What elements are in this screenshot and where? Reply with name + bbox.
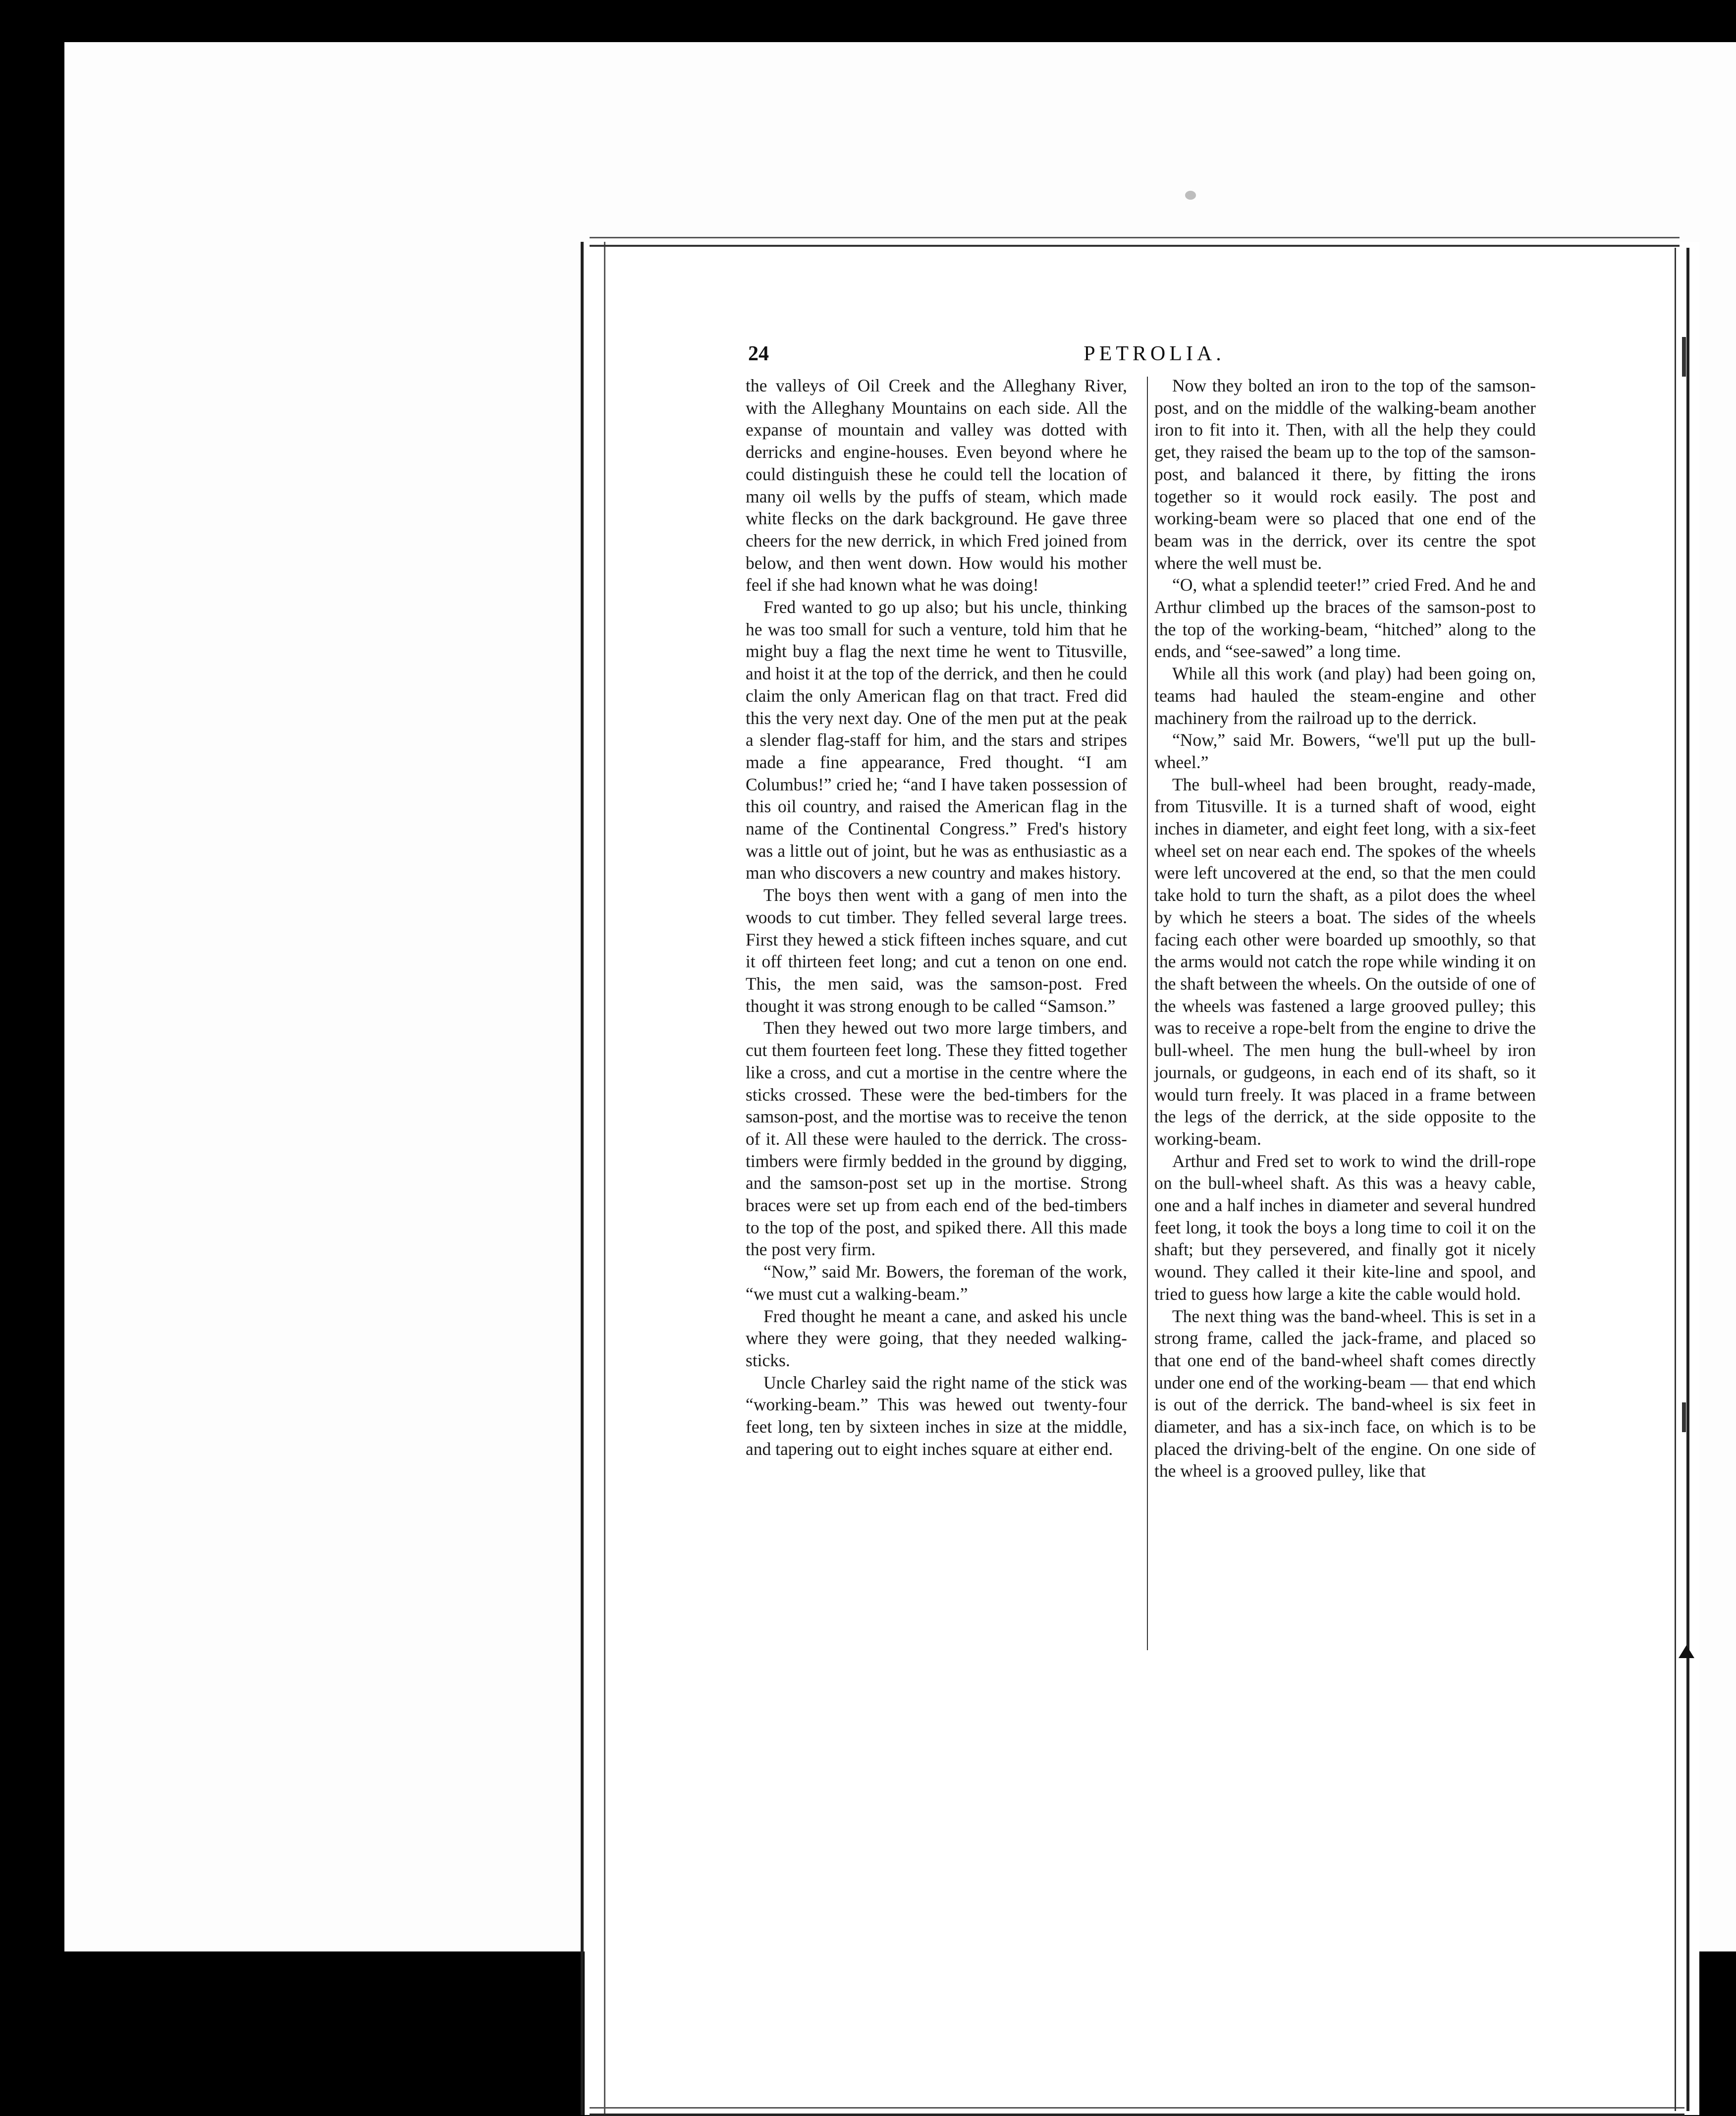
page-header [748, 342, 1561, 372]
paragraph: “Now,” said Mr. Bowers, “we'll put up the bull-wheel.” [1154, 730, 1536, 772]
edge-mark [1682, 1402, 1686, 1432]
page-edge-top [590, 237, 1680, 247]
scan-border-left [0, 0, 64, 2002]
paragraph: Uncle Charley said the right name of the stick was “working-beam.” This was hewed out twenty-four feet long, ten by sixteen inches in size at the middle, and tapering out to eight inches square at either end. [746, 1372, 1127, 1459]
text-column-right [1154, 375, 1536, 1482]
paragraph: The next thing was the band-wheel. This is set in a strong frame, called the jack-frame, and placed so that one end of the band-wheel shaft comes directly under one end of the working-beam — that end which is out of the derrick. The band-wheel is six feet in diameter, and has a six-inch face, on which is to be placed the driving-belt of the engine. On one side of the wheel is a grooved pulley, like that [1154, 1306, 1536, 1481]
page-edge-right [1675, 248, 1689, 2111]
paragraph: “Now,” said Mr. Bowers, the foreman of the work, “we must cut a walking-beam.” [746, 1262, 1127, 1304]
column-divider [1147, 377, 1148, 1650]
text-column-left [746, 375, 1127, 1460]
scan-border-top [0, 0, 1736, 42]
paragraph: Fred wanted to go up also; but his uncle, thinking he was too small for such a venture, told him that he might buy a flag the next time he went to Titusville, and hoist it at the top of the derrick, and then he could claim the only American flag on that tract. Fred did this the very next day. One of the men put at the peak a slender flag-staff for him, and the stars and stripes made a fine appearance, Fred thought. “I am Columbus!” cried he; “and I have taken possession of this oil country, and raised the American flag in the name of the Continental Congress.” Fred's history was a little out of joint, but he was as enthusiastic as a man who discovers a new country and makes history. [746, 597, 1127, 883]
paragraph: “O, what a splendid teeter!” cried Fred. And he and Arthur climbed up the braces of the samson-post to the top of the working-beam, “hitched” along to the ends, and “see-sawed” a long time. [1154, 575, 1536, 662]
paragraph: the valleys of Oil Creek and the Alleghany River, with the Alleghany Mountains on each side. All the expanse of mountain and valley was dotted with derricks and engine-houses. Even beyond where he could distinguish these he could tell the location of many oil wells by the puffs of steam, which made white flecks on the dark background. He gave three cheers for the new derrick, in which Fred joined from below, and then went down. How would his mother feel if she had known what he was doing! [746, 376, 1127, 595]
scan-smudge [1185, 191, 1196, 200]
triangle-marker-icon [1679, 1645, 1694, 1658]
running-head: PETROLIA. [1084, 342, 1225, 365]
paragraph: The boys then went with a gang of men into the woods to cut timber. They felled several large trees. First they hewed a stick fifteen inches square, and cut it off thirteen feet long; and cut a tenon on one end. This, the men said, was the samson-post. Fred thought it was strong enough to be called “Samson.” [746, 885, 1127, 1016]
paragraph: The bull-wheel had been brought, ready-made, from Titusville. It is a turned shaft of wood, eight inches in diameter, and eight feet long, with a six-feet wheel set on near each end. The spokes of the wheels were left uncovered at the end, so that the men could take hold to turn the shaft, as a pilot does the wheel by which he steers a boat. The sides of the wheels facing each other were boarded up smoothly, so that the arms would not catch the rope while winding it on the shaft between the wheels. On the outside of one of the wheels was fastened a large grooved pulley; this was to receive a rope-belt from the engine to drive the bull-wheel. The men hung the bull-wheel by iron journals, or gudgeons, in each end of its shaft, so it would turn freely. It was placed in a frame between the legs of the derrick, at the side opposite to the working-beam. [1154, 774, 1536, 1149]
edge-mark [1682, 337, 1686, 377]
paragraph: While all this work (and play) had been going on, teams had hauled the steam-engine and other machinery from the railroad up to the derrick. [1154, 664, 1536, 728]
paragraph: Arthur and Fred set to work to wind the drill-rope on the bull-wheel shaft. As this was a heavy cable, one and a half inches in diameter and several hundred feet long, it took the boys a long time to coil it on the shaft; but they persevered, and finally got it nicely wound. They called it their kite-line and spool, and tried to guess how large a kite the cable would hold. [1154, 1151, 1536, 1304]
paragraph: Now they bolted an iron to the top of the samson-post, and on the middle of the walking-beam another iron to fit into it. Then, with all the help they could get, they raised the beam up to the top of the samson-post, and balanced it there, by fitting the irons together so it would rock easily. The post and working-beam were so placed that one end of the beam was in the derrick, over its centre the spot where the well must be. [1154, 376, 1536, 573]
page-edge-left [581, 242, 605, 2115]
page-number: 24 [748, 342, 769, 365]
paragraph: Fred thought he meant a cane, and asked his uncle where they were going, that they needed walking-sticks. [746, 1306, 1127, 1370]
paragraph: Then they hewed out two more large timbers, and cut them fourteen feet long. These they fitted together like a cross, and cut a mortise in the centre where the sticks crossed. These were the bed-timbers for the samson-post, and the mortise was to receive the tenon of it. All these were hauled to the derrick. The cross-timbers were firmly bedded in the ground by digging, and the samson-post set up in the mortise. Strong braces were set up from each end of the bed-timbers to the top of the post, and spiked there. All this made the post very firm. [746, 1018, 1127, 1260]
page-edge-bottom [590, 2107, 1684, 2116]
